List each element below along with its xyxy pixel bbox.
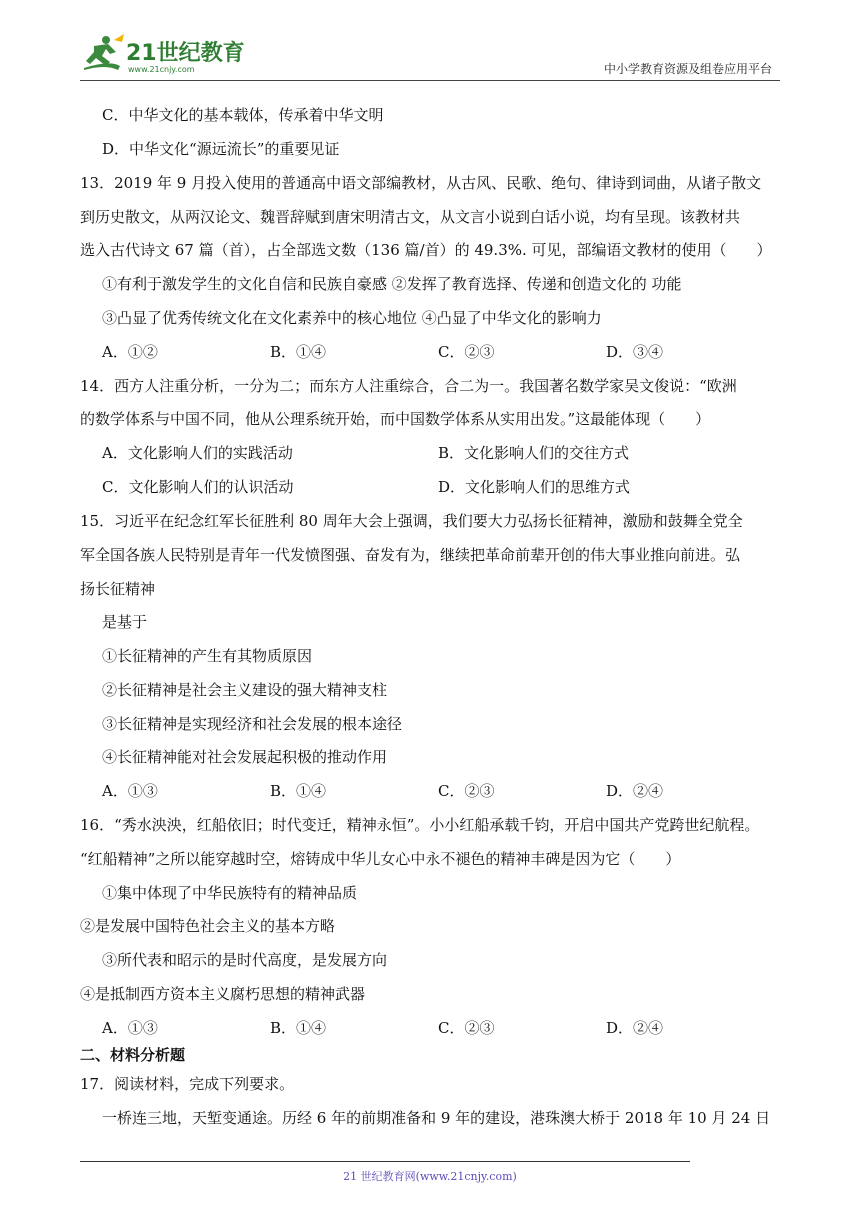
q16-statement: ①集中体现了中华民族特有的精神品质 [102, 884, 358, 902]
q13-stem-line: 到历史散文，从两汉论文、魏晋辞赋到唐宋明清古文，从文言小说到白话小说，均有呈现。该教材共 [80, 208, 741, 226]
q15-stem-line: 15．习近平在纪念红军长征胜利 80 周年大会上强调，我们要大力弘扬长征精神，激励和鼓舞全党全 [80, 512, 743, 530]
option-a: A．①② [102, 343, 158, 361]
q17-material-paragraph: 一桥连三地，天堑变通途。历经 6 年的前期准备和 9 年的建设，港珠澳大桥于 2018 年 10 月 24 日 [102, 1109, 771, 1127]
q12-option-c: C．中华文化的基本载体，传承着中华文明 [102, 106, 384, 124]
q15-statement: ②长征精神是社会主义建设的强大精神支柱 [102, 681, 388, 699]
q15-statement: ④长征精神能对社会发展起积极的推动作用 [102, 748, 388, 766]
q17-stem: 17．阅读材料，完成下列要求。 [80, 1075, 295, 1093]
footer-site-link[interactable]: 21 世纪教育网(www.21cnjy.com) [343, 1170, 517, 1183]
q15-options [102, 781, 772, 801]
option-c: C．②③ [438, 1019, 495, 1037]
option-d: D．②④ [606, 1019, 664, 1037]
q16-stem-line: 16．“秀水泱泱，红船依旧；时代变迁，精神永恒”。小小红船承载千钧，开启中国共产党跨世纪航程。 [80, 816, 760, 834]
q12-option-d: D．中华文化“源远流长”的重要见证 [102, 140, 340, 158]
q14-options-row1 [102, 443, 772, 463]
option-a: A．①③ [102, 782, 158, 800]
q16-statement: ④是抵制西方资本主义腐朽思想的精神武器 [80, 985, 366, 1003]
q14-stem-line: 的数学体系与中国不同，他从公理系统开始，而中国数学体系从实用出发。”这最能体现（ ） [80, 410, 711, 428]
option-b: B．①④ [270, 782, 327, 800]
runner-logo-icon [80, 30, 250, 80]
platform-label: 中小学教育资源及组卷应用平台 [603, 62, 772, 76]
option-b: B．文化影响人们的交往方式 [438, 444, 630, 462]
q15-statement: ①长征精神的产生有其物质原因 [102, 647, 313, 665]
section-heading: 二、材料分析题 [80, 1046, 186, 1064]
q13-options [102, 342, 772, 362]
svg-text:21世纪教育: 21世纪教育 [126, 41, 245, 66]
q15-stem-cont: 是基于 [102, 613, 148, 631]
q14-options-row2 [102, 477, 772, 497]
q13-stem-line: 13．2019 年 9 月投入使用的普通高中语文部编教材，从古风、民歌、绝句、律诗到词曲，从诸子散文 [80, 174, 762, 192]
footer-divider [80, 1161, 690, 1162]
option-d: D．文化影响人们的思维方式 [438, 478, 631, 496]
option-b: B．①④ [270, 343, 327, 361]
option-d: D．③④ [606, 343, 664, 361]
q14-stem-line: 14．西方人注重分析，一分为二；而东方人注重综合，合二为一。我国著名数学家吴文俊说：“欧洲 [80, 377, 737, 395]
header-divider [80, 80, 780, 81]
option-c: C．文化影响人们的认识活动 [102, 478, 294, 496]
q16-stem-line: “红船精神”之所以能穿越时空，熔铸成中华儿女心中永不褪色的精神丰碑是因为它（ ） [80, 850, 681, 868]
option-d: D．②④ [606, 782, 664, 800]
q15-stem-line: 军全国各族人民特别是青年一代发愤图强、奋发有为，继续把革命前辈开创的伟大事业推向前进。弘 [80, 546, 741, 564]
q16-statement: ③所代表和昭示的是时代高度，是发展方向 [102, 951, 388, 969]
option-a: A．①③ [102, 1019, 158, 1037]
svg-text:www.21cnjy.com: www.21cnjy.com [128, 65, 195, 74]
option-c: C．②③ [438, 782, 495, 800]
option-a: A．文化影响人们的实践活动 [102, 444, 293, 462]
q15-stem-line: 扬长征精神 [80, 580, 156, 598]
q15-statement: ③长征精神是实现经济和社会发展的根本途径 [102, 715, 403, 733]
option-c: C．②③ [438, 343, 495, 361]
q13-statement: ①有利于激发学生的文化自信和民族自豪感 ②发挥了教育选择、传递和创造文化的 功能 [102, 275, 682, 293]
q16-options [102, 1018, 772, 1038]
site-logo [80, 30, 250, 80]
q16-statement: ②是发展中国特色社会主义的基本方略 [80, 917, 336, 935]
q13-stem-line: 选入古代诗文 67 篇（首），占全部选文数（136 篇/首）的 49.3%. 可见，部编语文教材的使用（ ） [80, 241, 772, 259]
option-b: B．①④ [270, 1019, 327, 1037]
q13-statement: ③凸显了优秀传统文化在文化素养中的核心地位 ④凸显了中华文化的影响力 [102, 309, 602, 327]
